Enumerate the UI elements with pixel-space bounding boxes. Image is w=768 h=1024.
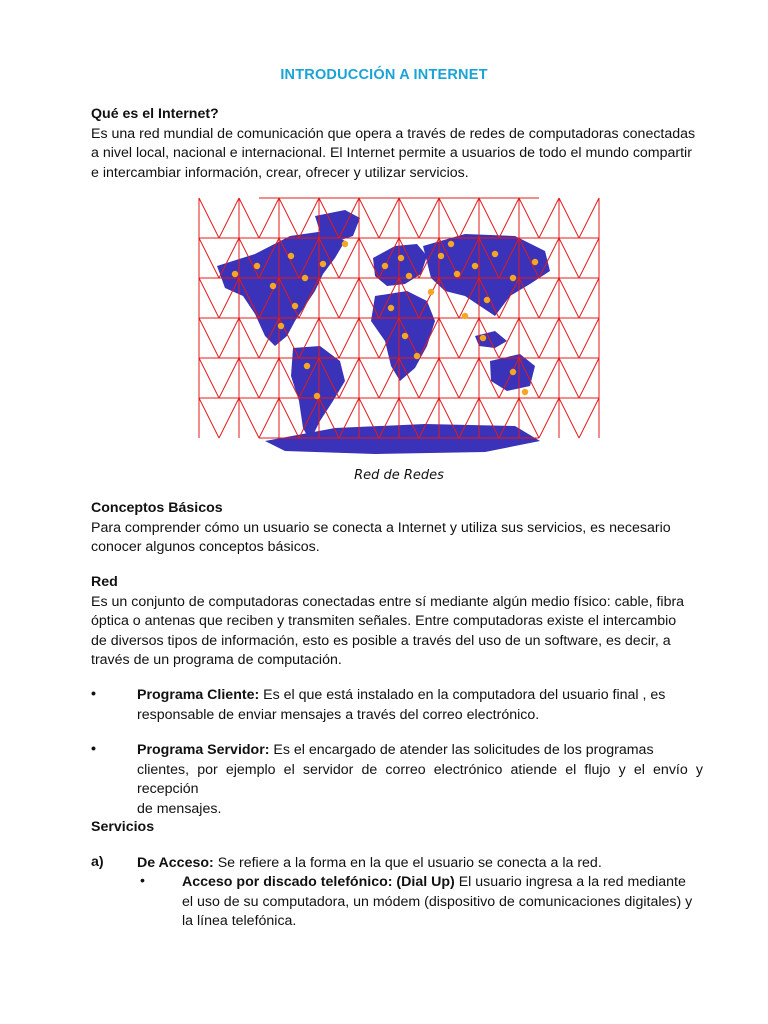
section-heading-services: Servicios — [91, 819, 155, 835]
grid-line — [259, 398, 279, 438]
network-node — [398, 255, 404, 261]
grid-line — [579, 318, 599, 358]
network-grid — [199, 198, 599, 438]
bullet-text: Es el que está instalado en la computadora del usuario final , es — [259, 687, 666, 703]
sub-item-term: Acceso por discado telefónico: (Dial Up) — [182, 874, 455, 890]
network-node — [454, 271, 460, 277]
grid-line — [539, 358, 559, 398]
sub-item-text: la línea telefónica. — [182, 913, 297, 929]
network-node — [448, 241, 454, 247]
network-node — [462, 313, 468, 319]
grid-line — [459, 198, 479, 238]
grid-line — [199, 198, 219, 238]
grid-line — [439, 198, 459, 238]
grid-line — [419, 198, 439, 238]
grid-line — [239, 198, 259, 238]
grid-line — [259, 198, 279, 238]
network-node — [304, 363, 310, 369]
network-node — [472, 263, 478, 269]
land-asia — [423, 234, 550, 316]
grid-line — [499, 198, 519, 238]
bullet-text: de mensajes. — [137, 800, 222, 817]
section-heading: Qué es el Internet? — [91, 106, 219, 122]
network-world-map — [195, 196, 603, 486]
section-heading: Conceptos Básicos — [91, 500, 223, 516]
grid-line — [399, 198, 419, 238]
grid-line — [339, 278, 359, 318]
grid-line — [199, 238, 219, 278]
network-node — [484, 297, 490, 303]
grid-line — [479, 198, 499, 238]
grid-line — [579, 358, 599, 398]
grid-line — [219, 198, 239, 238]
network-node — [402, 333, 408, 339]
grid-line — [559, 198, 579, 238]
grid-line — [199, 358, 219, 398]
bullet-term: Programa Servidor: — [137, 742, 270, 758]
network-node — [278, 323, 284, 329]
grid-line — [439, 318, 459, 358]
grid-line — [259, 358, 279, 398]
grid-line — [559, 238, 579, 278]
grid-line — [219, 318, 239, 358]
grid-line — [439, 358, 459, 398]
grid-line — [379, 358, 399, 398]
grid-line — [519, 318, 539, 358]
item-term: De Acceso: — [137, 855, 214, 871]
land-southeast-asia — [475, 331, 507, 348]
grid-line — [419, 358, 439, 398]
section-red — [91, 573, 703, 671]
item-marker: a) — [91, 854, 104, 870]
network-node — [292, 303, 298, 309]
section-heading: Red — [91, 574, 118, 590]
paragraph-line: Para comprender cómo un usuario se conecta a Internet y utiliza sus servicios, es necesario — [91, 519, 671, 536]
sub-bullet-marker: • — [140, 873, 145, 889]
item-access — [137, 854, 703, 874]
grid-line — [319, 278, 339, 318]
figure-caption: Red de Redes — [354, 468, 444, 483]
page-title: INTRODUCCIÓN A INTERNET — [280, 67, 488, 83]
network-node — [288, 253, 294, 259]
grid-line — [579, 398, 599, 438]
grid-line — [239, 318, 259, 358]
network-node — [438, 253, 444, 259]
grid-line — [279, 198, 299, 238]
grid-line — [519, 198, 539, 238]
grid-line — [559, 398, 579, 438]
grid-line — [559, 278, 579, 318]
land-masses — [217, 210, 550, 454]
network-node — [342, 241, 348, 247]
network-node — [510, 369, 516, 375]
grid-line — [339, 318, 359, 358]
sub-item-text: el uso de su computadora, un módem (dispositivo de comunicaciones digitales) y — [182, 893, 693, 910]
network-node — [270, 283, 276, 289]
network-node — [314, 393, 320, 399]
sub-item-text: El usuario ingresa a la red mediante — [454, 874, 686, 890]
network-node — [302, 275, 308, 281]
paragraph-line: través de un programa de computación. — [91, 652, 342, 668]
paragraph-line: Es una red mundial de comunicación que opera a través de redes de computadoras conectadas — [91, 125, 696, 142]
paragraph-line: e intercambiar información, crear, ofrecer y utilizar servicios. — [91, 164, 469, 181]
network-node — [382, 263, 388, 269]
grid-line — [359, 358, 379, 398]
network-node — [254, 263, 260, 269]
paragraph-line: conocer algunos conceptos básicos. — [91, 539, 320, 555]
grid-line — [199, 398, 219, 438]
bullet-term: Programa Cliente: — [137, 687, 260, 703]
network-node — [320, 261, 326, 267]
grid-line — [359, 198, 379, 238]
grid-line — [539, 318, 559, 358]
bullet-text: Es el encargado de atender las solicitudes de los programas — [269, 742, 654, 758]
grid-line — [539, 278, 559, 318]
bullet-text: clientes, por ejemplo el servidor de correo electrónico atiende el flujo y el envío y recepción — [137, 761, 703, 797]
grid-line — [239, 358, 259, 398]
network-node — [480, 335, 486, 341]
paragraph-line: óptica o antenas que reciben y transmiten señales. Entre computadoras existe el intercambio — [91, 613, 677, 629]
network-node — [414, 353, 420, 359]
network-node — [532, 259, 538, 265]
bullet-marker: • — [91, 686, 96, 702]
item-text: Se refiere a la forma en la que el usuario se conecta a la red. — [213, 855, 602, 871]
grid-line — [219, 358, 239, 398]
section-basic-concepts — [91, 499, 703, 558]
paragraph-line: de diversos tipos de información, esto es posible a través del uso de un software, es decir, a — [91, 632, 671, 649]
grid-line — [239, 398, 259, 438]
grid-line — [539, 398, 559, 438]
grid-line — [199, 278, 219, 318]
grid-line — [219, 398, 239, 438]
grid-line — [579, 238, 599, 278]
grid-line — [199, 318, 219, 358]
network-node — [232, 271, 238, 277]
bullet-marker: • — [91, 741, 96, 757]
section-what-is-internet — [91, 105, 703, 183]
network-node — [492, 251, 498, 257]
paragraph-line: a nivel local, nacional e internacional. El Internet permite a usuarios de todo el mundo compartir — [91, 145, 692, 161]
paragraph-line: Es un conjunto de computadoras conectadas entre sí mediante algún medio físico: cable, fibra — [91, 593, 685, 610]
network-node — [428, 289, 434, 295]
grid-line — [539, 198, 559, 238]
grid-line — [559, 358, 579, 398]
network-node — [522, 389, 528, 395]
bullet-program-client — [137, 686, 703, 725]
grid-line — [459, 358, 479, 398]
grid-line — [579, 198, 599, 238]
grid-line — [559, 318, 579, 358]
grid-line — [579, 278, 599, 318]
grid-line — [379, 198, 399, 238]
network-node — [406, 273, 412, 279]
sub-item-dial-up — [182, 873, 703, 932]
grid-line — [279, 398, 299, 438]
bullet-program-server — [137, 741, 703, 819]
network-node — [510, 275, 516, 281]
network-node — [388, 305, 394, 311]
bullet-text: responsable de enviar mensajes a través del correo electrónico. — [137, 706, 540, 723]
